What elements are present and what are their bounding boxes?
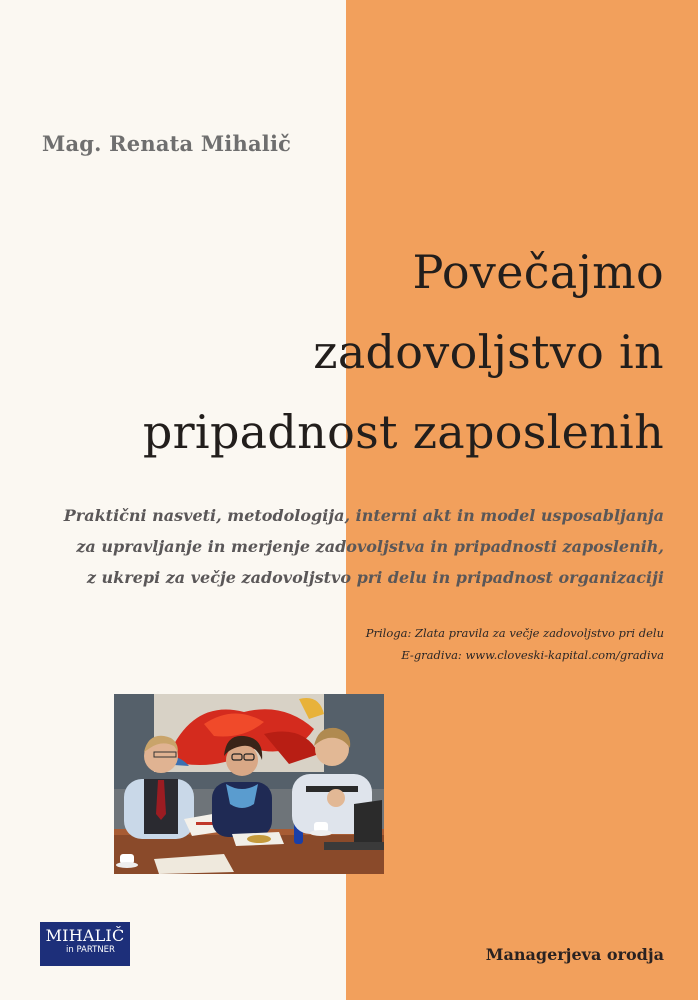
subtitle-line: z ukrepi za večje zadovoljstvo pri delu in pripadnost organizaciji [86, 568, 664, 587]
subtitle-line: za upravljanje in merjenje zadovoljstva in pripadnosti zaposlenih, [76, 537, 664, 556]
title-line: pripadnost zaposlenih [142, 405, 664, 459]
book-subtitle [14, 500, 664, 593]
title-line: Povečajmo [412, 245, 664, 299]
author-name: Mag. Renata Mihalič [42, 131, 292, 156]
subtitle-line: Praktični nasveti, metodologija, interni akt in model usposabljanja [63, 506, 664, 525]
book-title [24, 232, 664, 472]
title-line: zadovoljstvo in [313, 325, 664, 379]
attachment-note: Priloga: Zlata pravila za večje zadovoljstvo pri delu [365, 626, 664, 640]
series-name: Managerjeva orodja [485, 945, 664, 964]
publisher-logo [40, 922, 130, 966]
publisher-logo-sub: in PARTNER [66, 945, 115, 955]
e-materials-note: E-gradiva: www.cloveski-kapital.com/gradiva [401, 648, 664, 662]
cover-notes [264, 622, 664, 666]
publisher-logo-name: MIHALIČ [45, 926, 125, 945]
business-meeting-photo [114, 694, 384, 874]
